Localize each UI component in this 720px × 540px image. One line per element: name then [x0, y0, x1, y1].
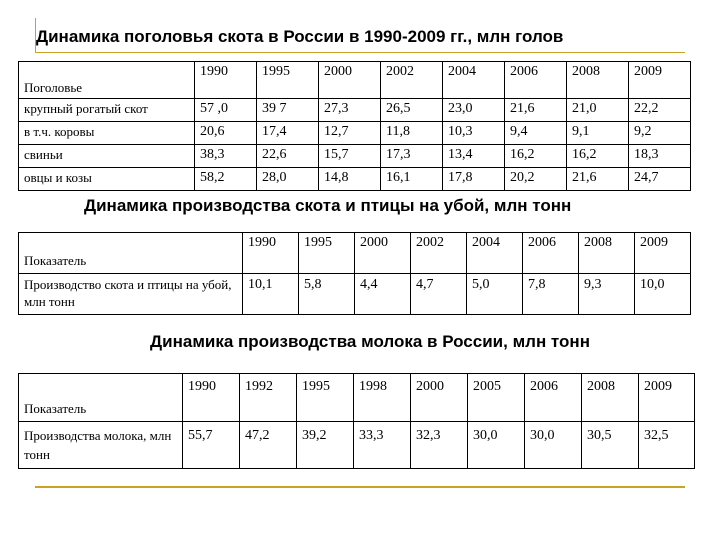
table-cell: 11,8 [381, 122, 443, 145]
table-cell: 9,1 [567, 122, 629, 145]
year-header: 2002 [411, 233, 467, 274]
table-header-row [19, 62, 691, 99]
year-header: 2006 [523, 233, 579, 274]
year-header: 2009 [639, 374, 695, 422]
row-label: Производство скота и птицы на убой, млн тонн [19, 274, 243, 315]
table-cell: 16,2 [567, 145, 629, 168]
table-cell: 10,3 [443, 122, 505, 145]
table-cell: 30,0 [525, 422, 582, 469]
table-cell: 22,6 [257, 145, 319, 168]
table-cell: 7,8 [523, 274, 579, 315]
year-header: 2005 [468, 374, 525, 422]
year-header: 2009 [635, 233, 691, 274]
table-cell: 27,3 [319, 99, 381, 122]
table-row [19, 422, 695, 469]
table-cell: 32,3 [411, 422, 468, 469]
table-cell: 10,1 [243, 274, 299, 315]
table-cell: 39 7 [257, 99, 319, 122]
table-cell: 39,2 [297, 422, 354, 469]
table-cell: 58,2 [195, 168, 257, 191]
year-header: 2000 [319, 62, 381, 99]
table-cell: 4,4 [355, 274, 411, 315]
table-cell: 5,0 [467, 274, 523, 315]
header-label: Показатель [19, 374, 183, 422]
table-cell: 14,8 [319, 168, 381, 191]
table-cell: 30,5 [582, 422, 639, 469]
table-cell: 55,7 [183, 422, 240, 469]
table-cell: 17,8 [443, 168, 505, 191]
year-header: 2008 [567, 62, 629, 99]
milk-table [18, 373, 695, 469]
year-header: 1995 [297, 374, 354, 422]
table-cell: 15,7 [319, 145, 381, 168]
slaughter-table [18, 232, 691, 315]
table-cell: 10,0 [635, 274, 691, 315]
year-header: 2006 [525, 374, 582, 422]
table-cell: 20,2 [505, 168, 567, 191]
row-label: крупный рогатый скот [19, 99, 195, 122]
livestock-table-title: Динамика поголовья скота в России в 1990-2009 гг., млн голов [36, 27, 564, 46]
table-cell: 16,2 [505, 145, 567, 168]
table-cell: 9,2 [629, 122, 691, 145]
year-header: 1992 [240, 374, 297, 422]
year-header: 1990 [243, 233, 299, 274]
table-cell: 38,3 [195, 145, 257, 168]
table-cell: 21,6 [505, 99, 567, 122]
table-cell: 28,0 [257, 168, 319, 191]
table-row [19, 274, 691, 315]
year-header: 1995 [299, 233, 355, 274]
year-header: 2009 [629, 62, 691, 99]
table-cell: 33,3 [354, 422, 411, 469]
year-header: 2002 [381, 62, 443, 99]
table-cell: 16,1 [381, 168, 443, 191]
table-row [19, 99, 691, 122]
decorative-horizontal-line [35, 52, 685, 53]
table-cell: 47,2 [240, 422, 297, 469]
table-cell: 57 ,0 [195, 99, 257, 122]
table-cell: 24,7 [629, 168, 691, 191]
year-header: 1995 [257, 62, 319, 99]
table-cell: 23,0 [443, 99, 505, 122]
header-label: Показатель [19, 233, 243, 274]
table-cell: 5,8 [299, 274, 355, 315]
table-row [19, 168, 691, 191]
table-cell: 9,4 [505, 122, 567, 145]
year-header: 2008 [582, 374, 639, 422]
table-header-row [19, 374, 695, 422]
year-header: 1998 [354, 374, 411, 422]
table-cell: 21,0 [567, 99, 629, 122]
year-header: 2004 [443, 62, 505, 99]
slaughter-table-title: Динамика производства скота и птицы на убой, млн тонн [84, 196, 572, 215]
row-label: Производства молока, млн тонн [19, 422, 183, 469]
table-cell: 20,6 [195, 122, 257, 145]
table-cell: 12,7 [319, 122, 381, 145]
year-header: 2008 [579, 233, 635, 274]
year-header: 1990 [183, 374, 240, 422]
table-cell: 21,6 [567, 168, 629, 191]
year-header: 1990 [195, 62, 257, 99]
table-cell: 30,0 [468, 422, 525, 469]
livestock-table [18, 61, 691, 191]
year-header: 2000 [411, 374, 468, 422]
table-cell: 26,5 [381, 99, 443, 122]
year-header: 2000 [355, 233, 411, 274]
table-cell: 13,4 [443, 145, 505, 168]
row-label: в т.ч. коровы [19, 122, 195, 145]
table-cell: 4,7 [411, 274, 467, 315]
milk-table-title: Динамика производства молока в России, млн тонн [150, 332, 590, 351]
table-cell: 22,2 [629, 99, 691, 122]
table-header-row [19, 233, 691, 274]
table-cell: 17,4 [257, 122, 319, 145]
header-label: Поголовье [19, 62, 195, 99]
year-header: 2004 [467, 233, 523, 274]
table-cell: 18,3 [629, 145, 691, 168]
table-cell: 17,3 [381, 145, 443, 168]
year-header: 2006 [505, 62, 567, 99]
table-row [19, 145, 691, 168]
table-cell: 32,5 [639, 422, 695, 469]
row-label: овцы и козы [19, 168, 195, 191]
row-label: свиньи [19, 145, 195, 168]
table-cell: 9,3 [579, 274, 635, 315]
decorative-bottom-line [35, 486, 685, 488]
table-row [19, 122, 691, 145]
